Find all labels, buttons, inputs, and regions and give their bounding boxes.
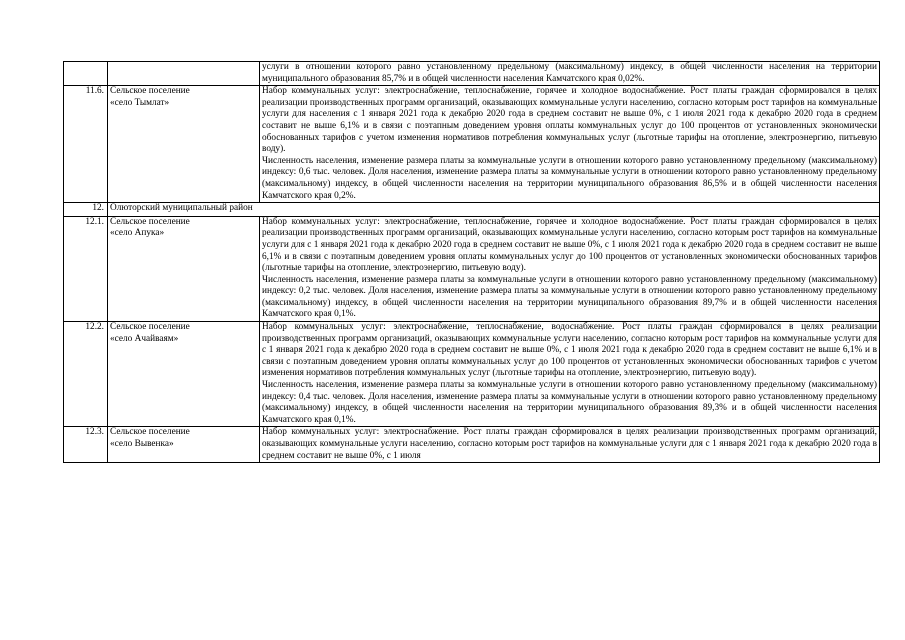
paragraph: Численность населения, изменение размера платы за коммунальные услуги в отношении которого равно установленному предельному (максимальному) индексу: 0,4 тыс. человек. Доля населения, изменение размера платы за коммунальные услуги в отношении которого равно установленному предельному (максимальному) индексу, в общей численности населения на территории муниципального образования 89,3% и в общей численности населения Камчатского края 0,1%. [262, 380, 877, 425]
row-number: 12.3. [64, 427, 108, 463]
tariff-table [63, 61, 880, 463]
settlement-name [108, 216, 260, 321]
paragraph: Численность населения, изменение размера платы за коммунальные услуги в отношении которого равно установленному предельному (максимальному) индексу: 0,6 тыс. человек. Доля населения, изменение размера платы за коммунальные услуги в отношении которого равно установленному предельному (максимальному) индексу, в общей численности населения на территории муниципального образования 86,5% и в общей численности населения Камчатского края 0,2%. [262, 155, 877, 201]
row-description [260, 216, 880, 321]
row-number: 12. [64, 203, 108, 217]
settlement-type: Сельское поселение [110, 322, 190, 333]
row-description [260, 62, 880, 86]
row-description [260, 86, 880, 203]
district-name: Олюторский муниципальный район [108, 203, 880, 217]
settlement-title: «село Тымлат» [110, 97, 170, 108]
paragraph: Численность населения, изменение размера платы за коммунальные услуги в отношении которого равно установленному предельному (максимальному) индексу: 0,2 тыс. человек. Доля населения, изменение размера платы за коммунальные услуги в отношении которого равно установленному предельному (максимальному) индексу, в общей численности населения на территории муниципального образования 89,7% и в общей численности населения Камчатского края 0,1%. [262, 274, 877, 320]
row-number [64, 62, 108, 86]
table-row [64, 86, 880, 203]
settlement-name [108, 86, 260, 203]
row-number: 12.1. [64, 216, 108, 321]
row-number: 11.6. [64, 86, 108, 203]
settlement-name [108, 322, 260, 427]
row-description [260, 427, 880, 463]
table-row [64, 322, 880, 427]
table-row [64, 427, 880, 463]
paragraph: Набор коммунальных услуг: электроснабжение. Рост платы граждан сформировался в целях реализации производственных программ организаций, оказывающих коммунальные услуги населению, согласно которым рост тарифов на коммунальные услуги для с 1 января 2021 года к декабрю 2020 года в среднем составит не выше 0%, с 1 июля [262, 427, 877, 461]
row-number: 12.2. [64, 322, 108, 427]
paragraph: Набор коммунальных услуг: электроснабжение, теплоснабжение, горячее и холодное водоснабжение. Рост платы граждан сформировался в целях реализации производственных программ организаций, оказывающих коммунальные услуги населению, согласно которым рост тарифов на коммунальные услуги для населения с 1 января 2021 года к декабрю 2020 года в среднем составит не выше 0%, с 1 июля 2021 года к декабрю 2020 года в среднем составит не выше 6,1% и в связи с поэтапным доведением уровня оплаты коммунальных услуг до 100 процентов от установленных экономически обоснованных тарифов с учетом изменения нормативов потребления коммунальных услуг (льготные тарифы на отопление, электроэнергию, питьевую воду). [262, 86, 877, 155]
settlement-type: Сельское поселение [110, 427, 190, 438]
paragraph: Набор коммунальных услуг: электроснабжение, теплоснабжение, горячее и холодное водоснабжение. Рост платы граждан сформировался в целях реализации производственных программ организаций, оказывающих коммунальные услуги населению, согласно которым рост тарифов на коммунальные услуги для с 1 января 2021 года к декабрю 2020 года в среднем составит не выше 0%, с 1 июля 2021 года к декабрю 2020 года в среднем составит не выше 6,1% и в связи с поэтапным доведением уровня оплаты коммунальных услуг до 100 процентов от установленных экономически обоснованных тарифов (льготные тарифы на отопление, электроэнергию, питьевую воду). [262, 216, 877, 274]
paragraph: Набор коммунальных услуг: электроснабжение, теплоснабжение, водоснабжение. Рост платы граждан сформировался в целях реализации производственных программ организаций, оказывающих коммунальные услуги населению, согласно которым рост тарифов на коммунальные услуги для с 1 января 2021 года к декабрю 2020 года в среднем составит не выше 0%, с 1 июля 2021 года к декабрю 2020 года в среднем составит не выше 6,1% и в связи с поэтапным доведением уровня оплаты коммунальных услуг до 100 процентов от установленных экономически обоснованных тарифов с учетом изменения нормативов потребления коммунальных услуг (льготные тарифы на отопление, электроэнергию, питьевую воду). [262, 322, 877, 379]
settlement-title: «село Ачайваям» [110, 333, 179, 344]
settlement-name [108, 62, 260, 86]
table-row [64, 203, 880, 217]
settlement-name [108, 427, 260, 463]
settlement-type: Сельское поселение [110, 86, 190, 97]
settlement-title: «село Апука» [110, 228, 165, 239]
settlement-title: «село Вывенка» [110, 439, 174, 449]
row-description [260, 322, 880, 427]
paragraph: услуги в отношении которого равно установленному предельному (максимальному) индексу, в общей численности населения на территории муниципального образования 85,7% и в общей численности населения Камчатского края 0,02%. [262, 62, 877, 84]
settlement-type: Сельское поселение [110, 216, 190, 227]
document-page [63, 61, 879, 463]
table-row [64, 62, 880, 86]
table-row [64, 216, 880, 321]
